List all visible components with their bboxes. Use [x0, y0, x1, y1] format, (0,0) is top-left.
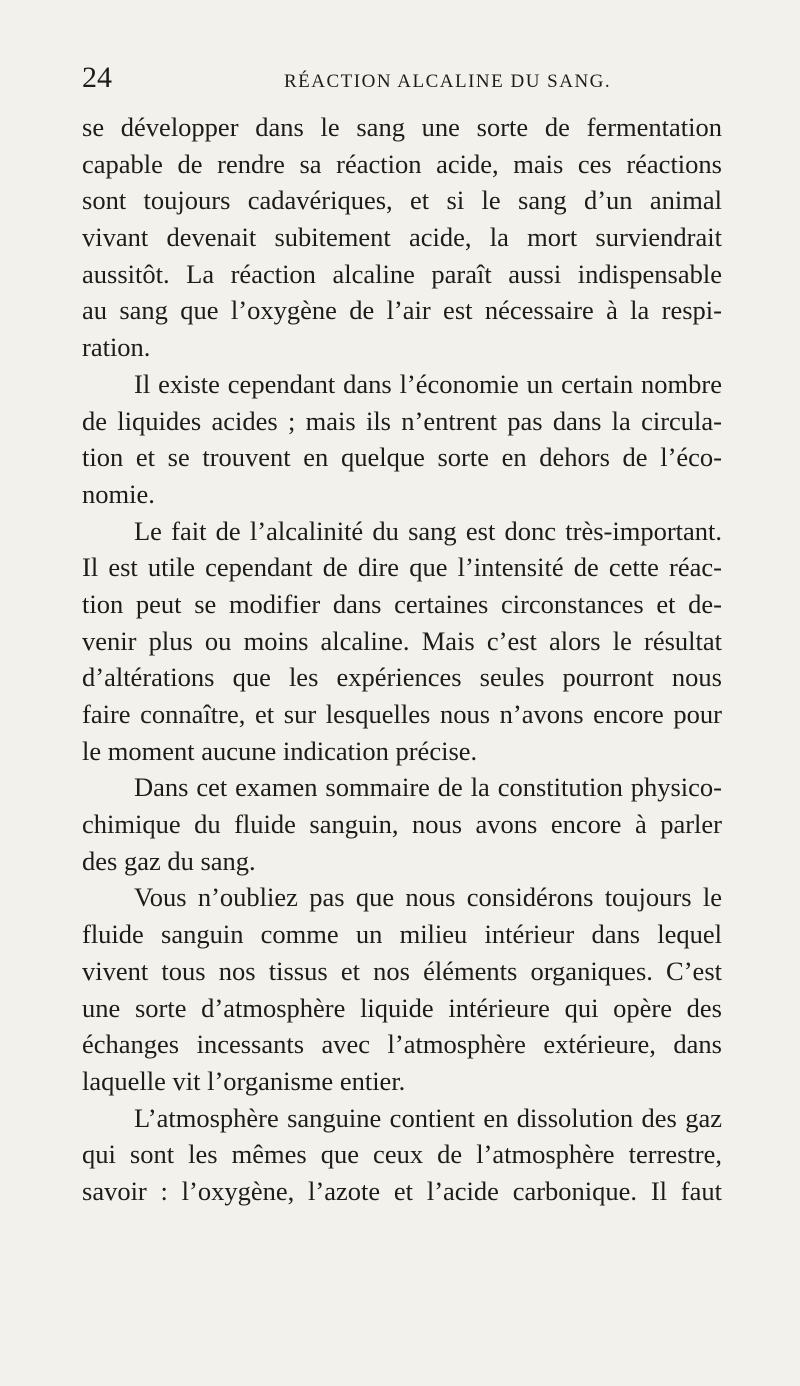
text-line: fluide sanguin comme un milieu intérieur dans lequel — [82, 919, 722, 950]
text-line: Il existe cependant dans l’économie un certain nombre — [134, 368, 722, 399]
text-line: aussitôt. La réaction alcaline paraît aussi indispensable — [82, 258, 722, 289]
text-line: au sang que l’oxygène de l’air est nécessaire à la respi- — [82, 295, 722, 326]
text-line: Vous n’oubliez pas que nous considérons toujours le — [134, 882, 722, 913]
text-line: Dans cet examen sommaire de la constitution physico- — [134, 772, 722, 803]
text-line: de liquides acides ; mais ils n’entrent pas dans la circula- — [82, 405, 722, 436]
text-line: L’atmosphère sanguine contient en dissolution des gaz — [134, 1102, 722, 1133]
page-number: 24 — [82, 61, 112, 94]
text-line: le moment aucune indication précise. — [82, 735, 478, 766]
text-line: une sorte d’atmosphère liquide intérieure qui opère des — [82, 992, 722, 1023]
text-line: capable de rendre sa réaction acide, mais ces réactions — [82, 148, 722, 179]
page-header — [82, 60, 722, 100]
text-line: chimique du fluide sanguin, nous avons encore à parler — [82, 809, 722, 840]
body-text — [82, 109, 722, 1210]
text-line: venir plus ou moins alcaline. Mais c’est alors le résultat — [82, 625, 722, 656]
text-line: tion et se trouvent en quelque sorte en dehors de l’éco- — [82, 442, 722, 473]
text-line: vivent tous nos tissus et nos éléments organiques. C’est — [82, 955, 722, 986]
text-line: ration. — [82, 332, 151, 363]
text-line: faire connaître, et sur lesquelles nous n’avons encore pour — [82, 699, 722, 729]
text-line: des gaz du sang. — [82, 845, 256, 876]
text-line: échanges incessants avec l’atmosphère extérieure, dans — [82, 1029, 722, 1060]
text-line: laquelle vit l’organisme entier. — [82, 1065, 406, 1096]
text-line: qui sont les mêmes que ceux de l’atmosphère terrestre, — [82, 1139, 722, 1170]
text-line: savoir : l’oxygène, l’azote et l’acide carbonique. Il faut — [82, 1175, 722, 1206]
text-line: sont toujours cadavériques, et si le sang d’un animal — [82, 185, 722, 216]
running-title: RÉACTION ALCALINE DU SANG. — [284, 71, 612, 92]
text-line: se développer dans le sang une sorte de fermentation — [82, 112, 722, 142]
text-line: Il est utile cependant de dire que l’intensité de cette réac- — [82, 552, 722, 583]
text-line: tion peut se modifier dans certaines circonstances et de- — [82, 588, 722, 619]
text-line: nomie. — [82, 478, 155, 509]
text-line: Le fait de l’alcalinité du sang est donc très-important. — [134, 515, 722, 546]
text-line: d’altérations que les expériences seules pourront nous — [82, 662, 722, 693]
text-line: vivant devenait subitement acide, la mort surviendrait — [82, 222, 722, 253]
